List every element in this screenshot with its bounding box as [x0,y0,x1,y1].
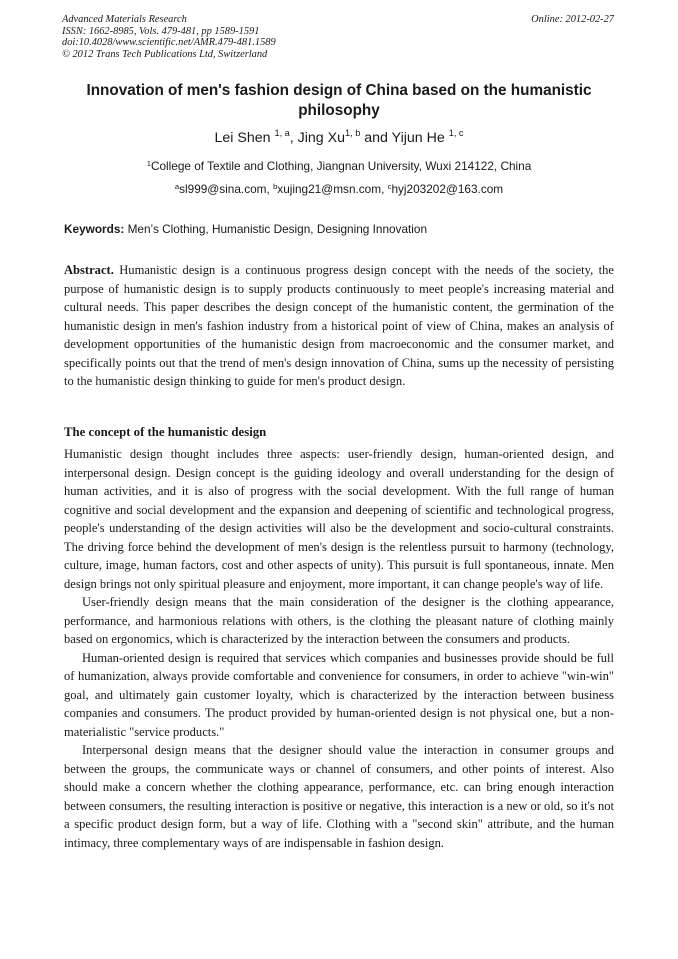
author-name: Jing Xu [297,130,345,146]
email-link[interactable]: xujing21@msn.com [277,182,382,196]
author-emails [58,181,620,197]
keywords-label: Keywords: [64,222,125,236]
email-separator: , [266,182,274,196]
email-superscript: b [273,182,278,191]
email-superscript: c [387,182,392,191]
email-link[interactable]: hyj203202@163.com [391,182,504,196]
email-superscript: a [174,182,180,191]
journal-doi: doi:10.4028/www.scientific.net/AMR.479-481.1589 [62,37,276,49]
affiliation [58,158,620,174]
section-body [64,445,614,852]
keywords-text: Men’s Clothing, Humanistic Design, Designing Innovation [124,222,428,236]
section-paragraph: Interpersonal design means that the designer should value the interaction in consumer groups and between the groups, the communicate ways or channel of consumers, and other points of interest. Also should make a concern whether the clothing appearance, performance, etc. can bring enough interaction between consumers, the resulting interaction is positive or negative, this interaction is a new or old, so it's not a specific product design form, but a way of life. Clothing with a "second skin" attribute, and the human intimacy, three complementary ways of are indispensable in fashion design. [64,743,614,850]
paper-title: Innovation of men's fashion design of China based on the humanistic philosophy [86,82,592,119]
journal-name: Advanced Materials Research [62,14,187,25]
email-separator: , [381,182,388,196]
author-superscript: 1, b [345,128,361,138]
author-superscript: 1, c [448,128,464,138]
author-superscript: 1, a [274,128,290,138]
author-separator: , [289,130,298,146]
author-list [58,128,620,148]
abstract [64,261,614,391]
online-date: Online: 2012-02-27 [531,14,614,25]
author-separator: and [360,130,392,146]
affiliation-text: College of Textile and Clothing, Jiangnan University, Wuxi 214122, China [150,159,532,173]
email-link[interactable]: sl999@sina.com [179,182,267,196]
keywords [64,221,616,237]
abstract-label: Abstract. [64,263,114,277]
author-name: Yijun He [391,130,445,146]
affiliation-superscript: 1 [146,159,151,168]
journal-info [62,14,392,60]
section-paragraph: User-friendly design means that the main consideration of the designer is the clothing appearance, performance, and harmonious relations with others, is the clothing the pleasant nature of clothing mainly based on ergonomics, which is characterized by the interaction between the consumers and products. [64,595,614,646]
author-name: Lei Shen [214,130,271,146]
journal-issn: ISSN: 1662-8985, Vols. 479-481, pp 1589-1591 [62,25,260,37]
section-paragraph: Human-oriented design is required that services which companies and businesses provide should be full of humanization, always provide comfortable and convenience for consumers, in order to achieve "win-win" goal, and ultimately gain customer loyalty, which is characterized by the interaction between business companies and consumers. The product provided by human-oriented design is not physical one, but a non-materialistic "service products." [64,650,614,739]
section-heading: The concept of the humanistic design [64,425,267,439]
journal-copyright: © 2012 Trans Tech Publications Ltd, Switzerland [62,48,268,60]
abstract-text: Humanistic design is a continuous progress design concept with the needs of the society, the purpose of humanistic design is to supply products continuously to meet people's increasing material and cultural needs. This paper describes the design concept of the humanistic content, the germination of the humanistic design in men's fashion industry from a historical point of view of China, makes an analysis of development opportunities of the humanistic design from macroeconomic and the consumer market, and specifically points out that the trend of men's design innovation of China, sums up the necessity of persisting to the humanistic design thinking to guide for men's product design. [64,263,614,388]
section-paragraph: Humanistic design thought includes three aspects: user-friendly design, human-oriented design, and interpersonal design. Design concept is the guiding ideology and overall understanding for the design of human activities, and it is also of progress with the social development. With the full range of human cognitive and social development and the expansion and deepening of scientific and technological progress, people's understanding of the design activities will also be the development and socio-cultural constraints. The driving force behind the development of men's design is the relentless pursuit to harmony (technology, culture, image, human factors, cost and other aspects of unity). This pursuit is full spontaneous, innate. Men design brings not only spiritual pleasure and enjoyment, more important, it can change people's way of life. [64,447,614,591]
